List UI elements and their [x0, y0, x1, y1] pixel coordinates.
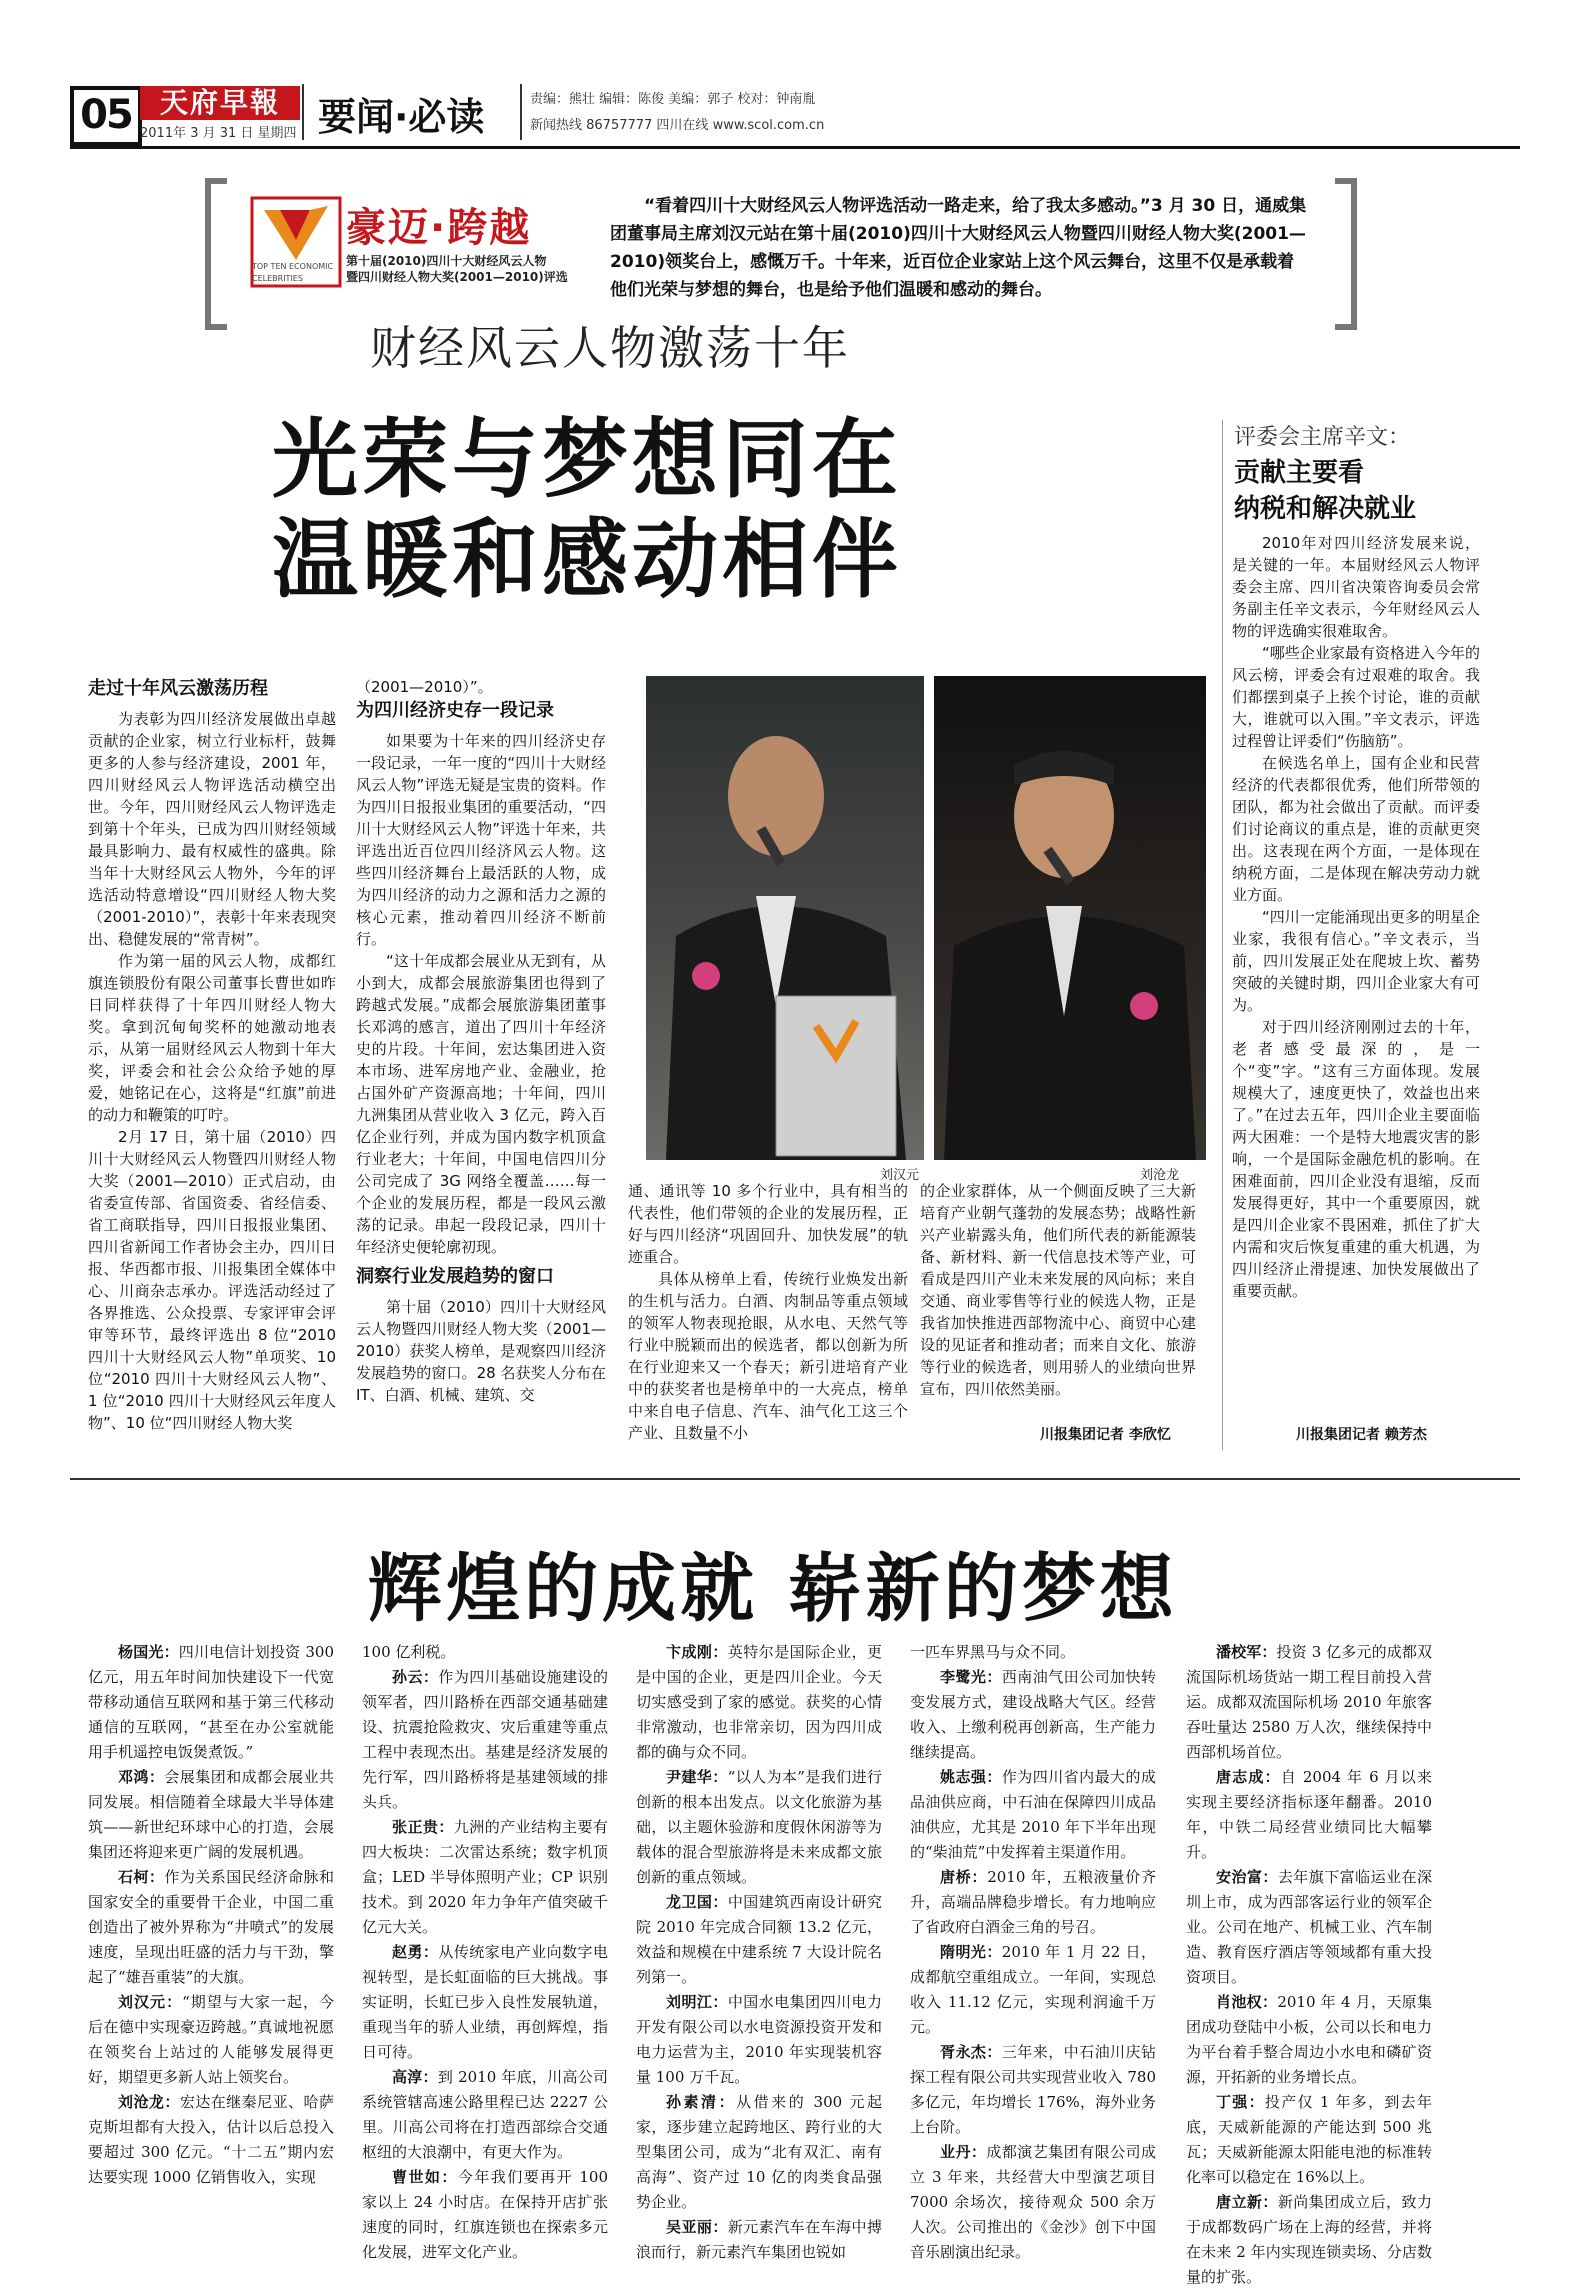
paragraph: 为表彰为四川经济发展做出卓越贡献的企业家，树立行业标杆，鼓舞更多的人参与经济建设，2001 年，四川财经风云人物评选活动横空出世。今年，四川财经风云人物评选走到第十个年头，已成为四川财经领域最具影响力、最有权威性的盛典。除当年十大财经风云人物外，今年的评选活动特意增设“四川财经人物大奖（2001-2010）”，表彰十年来表现突出、稳健发展的“常青树”。 — [88, 710, 336, 948]
left-bracket-decoration — [205, 178, 227, 330]
quote-text: 从借来的 300 元起家，逐步建立起跨地区、跨行业的大型集团公司，成为“北有双汇、南有高海”、资产过 10 亿的肉类食品强势企业。 — [636, 2093, 882, 2211]
quote-entry — [362, 2065, 608, 2165]
quote-text: 2010 年，五粮液量价齐升，高端品牌稳步增长。有力地响应了省政府白酒金三角的号召。 — [910, 1868, 1156, 1936]
quote-entry — [362, 1815, 608, 1940]
sidebar-title: 纳税和解决就业 — [1234, 494, 1417, 524]
photo-liu-hanyuan — [646, 676, 924, 1160]
quote-column — [636, 1640, 882, 2265]
quote-entry — [636, 1990, 882, 2090]
column-rule — [1222, 420, 1223, 1450]
speaker-name: 孙素清： — [666, 2093, 737, 2111]
quote-entry — [88, 2090, 334, 2190]
quote-text: 宏达在继秦尼亚、哈萨克斯坦都有大投入，估计以后总投入要超过 300 亿元。“十二五”期内宏达要实现 1000 亿销售收入，实现 — [88, 2093, 334, 2186]
paragraph: 具体从榜单上看，传统行业焕发出新的生机与活力。白酒、肉制品等重点领域的领军人物表现抢眼，从水电、天然气等行业中脱颖而出的候选者，都以创新为所在行业迎来又一个春天；新引进培育产业中的获奖者也是榜单中的一大亮点，榜单中来自电子信息、汽车、油气化工这三个产业、且数量不小 — [628, 1270, 908, 1442]
quote-entry — [1186, 2190, 1432, 2290]
quote-text: 九洲的产业结构主要有四大板块：二次雷达系统；数字机顶盒；LED 半导体照明产业；CP 识别技术。到 2020 年力争年产值突破千亿元大关。 — [362, 1818, 608, 1936]
quote-column — [1186, 1640, 1432, 2290]
quote-text: 作为四川省内最大的成品油供应商，中石油在保障四川成品油供应，尤其是 2010 年下半年出现的“柴油荒”中发挥着主渠道作用。 — [910, 1768, 1156, 1861]
speaker-name: 卞成刚： — [666, 1643, 728, 1661]
quote-entry — [362, 1940, 608, 2065]
speaker-name: 石柯： — [118, 1868, 165, 1886]
sidebar-title: 贡献主要看 — [1234, 458, 1365, 488]
section-title: 要闻·必读 — [318, 95, 485, 139]
news-hotline: 新闻热线 86757777 四川在线 www.scol.com.cn — [530, 118, 825, 133]
headline-kicker: 财经风云人物激荡十年 — [370, 321, 850, 375]
photo-caption: 刘汉元 — [880, 1168, 920, 1183]
quote-entry — [636, 1765, 882, 1890]
page-number: 05 — [70, 86, 142, 146]
subheading: 走过十年风云激荡历程 — [88, 678, 268, 699]
sidebar-byline: 川报集团记者 赖芳杰 — [1296, 1427, 1427, 1443]
paragraph: 2月 17 日，第十届（2010）四川十大财经风云人物暨四川财经人物大奖（2001—2010）正式启动，由省委宣传部、省国资委、省经信委、省工商联指导，四川日报报业集团、四川省新闻工作者协会主办，四川日报、华西都市报、川报集团全媒体中心、川商杂志承办。评选活动经过了各界推选、公众投票、专家评审会评审等环节，最终评选出 8 位“2010 四川十大财经风云人物”单项奖、10 位“2010 四川十大财经风云人物”、1 位“2010 四川十大财经风云年度人物”、10 位“四川财经人物大奖 — [88, 1128, 336, 1432]
speaker-name: 业丹： — [940, 2143, 987, 2161]
quote-entry — [636, 1640, 882, 1765]
speaker-name: 唐立新： — [1216, 2193, 1278, 2211]
quote-entry — [1186, 1765, 1432, 1865]
quote-text: 中国水电集团四川电力开发有限公司以水电资源投资开发和电力运营为主，2010 年实现装机容量 100 万千瓦。 — [636, 1993, 882, 2086]
speaker-name: 丁强： — [1216, 2093, 1265, 2111]
quote-text: 从传统家电产业向数字电视转型，是长虹面临的巨大挑战。事实证明，长虹已步入良性发展轨道，重现当年的骄人业绩，再创辉煌，指日可待。 — [362, 1943, 608, 2061]
sidebar-article — [1232, 532, 1480, 1302]
quote-text: 去年旗下富临运业在深圳上市，成为西部客运行业的领军企业。公司在地产、机械工业、汽车制造、教育医疗酒店等领域都有重大投资项目。 — [1186, 1868, 1432, 1986]
speaker-name: 邓鸿： — [118, 1768, 165, 1786]
paragraph: 对于四川经济刚刚过去的十年，老者感受最深的，是一个“变”字。“这有三方面体现。发展规模大了，速度更快了，效益也出来了。”在过去五年，四川企业主要面临两大困难：一个是特大地震灾害的影响，一个是国际金融危机的影响。在困难面前，四川企业没有退缩，反而发展得更好，其中一个重要原因，就是四川企业家不畏困难，抓住了扩大内需和灾后恢复重建的重大机遇，为四川经济止滑提速、加快发展做出了重要贡献。 — [1232, 1018, 1480, 1300]
paragraph: （2001—2010）”。 — [356, 678, 493, 696]
quote-text: 投资 3 亿多元的成都双流国际机场货站一期工程目前投入营运。成都双流国际机场 2010 年旅客吞吐量达 2580 万人次，继续保持中西部机场首位。 — [1186, 1643, 1432, 1761]
quote-column — [88, 1640, 334, 2190]
paragraph: “哪些企业家最有资格进入今年的风云榜，评委会有过艰难的取舍。我们都摆到桌子上挨个讨论，谁的贡献大，谁就可以入围。”辛文表示，评选过程曾让评委们“伤脑筋”。 — [1232, 644, 1480, 750]
speaker-name: 刘沧龙： — [118, 2093, 180, 2111]
right-bracket-decoration — [1335, 178, 1357, 330]
quote-entry — [910, 1865, 1156, 1940]
person-photo-icon — [934, 676, 1206, 1160]
editor-credits: 责编：熊壮 编辑：陈俊 美编：郭子 校对：钟南胤 — [530, 92, 816, 107]
section-divider — [70, 1478, 1520, 1480]
quote-entry — [910, 1940, 1156, 2040]
masthead-divider — [302, 84, 304, 140]
speaker-name: 唐志成： — [1216, 1768, 1281, 1786]
quote-entry — [88, 1640, 334, 1765]
quote-entry — [910, 2140, 1156, 2265]
main-headline-line2: 温暖和感动相伴 — [272, 510, 902, 610]
section2-headline: 辉煌的成就 崭新的梦想 — [368, 1546, 1178, 1632]
quote-text: 中国建筑西南设计研究院 2010 年完成合同额 13.2 亿元，效益和规模在中建系统 7 大设计院名列第一。 — [636, 1893, 882, 1986]
quote-text: 到 2010 年底，川高公司系统管辖高速公路里程已达 2227 公里。川高公司将在打造西部综合交通枢纽的大浪潮中，有更大作为。 — [362, 2068, 608, 2161]
speaker-name: 杨国光： — [118, 1643, 179, 1661]
speaker-name: 龙卫国： — [666, 1893, 728, 1911]
quote-entry — [636, 1890, 882, 1990]
quote-text: 三年来，中石油川庆钻探工程有限公司共实现营业收入 780 多亿元，年均增长 176%，海外业务上台阶。 — [910, 2043, 1156, 2136]
main-headline-line1: 光荣与梦想同在 — [272, 410, 902, 510]
masthead-divider — [520, 84, 522, 140]
quote-text: “以人为本”是我们进行创新的根本出发点。以文化旅游为基础，以主题休验游和度假休闲游等为载体的混合型旅游将是未来成都文旅创新的重点领域。 — [636, 1768, 882, 1886]
quote-text: “期望与大家一起，今后在德中实现豪迈跨越。”真诚地祝愿在领奖台上站过的人能够发展得更好，期望更多新人站上领奖台。 — [88, 1993, 334, 2086]
photo-liu-canglong — [934, 676, 1206, 1160]
newspaper-logo: 天府早報 — [140, 86, 300, 120]
speaker-name: 潘校军： — [1216, 1643, 1277, 1661]
issue-date: 2011年 3 月 31 日 星期四 — [140, 126, 297, 141]
subheading: 为四川经济史存一段记录 — [356, 700, 554, 721]
paragraph: 2010年对四川经济发展来说，是关键的一年。本届财经风云人物评委会主席、四川省决策咨询委员会常务副主任辛文表示，今年财经风云人物的评选确实很难取舍。 — [1232, 534, 1480, 640]
quote-column — [362, 1640, 608, 2265]
paragraph: 通、通讯等 10 多个行业中，具有相当的代表性，他们带领的企业的发展历程，正好与四川经济“巩固回升、加快发展”的轨迹重合。 — [628, 1182, 908, 1266]
speaker-name: 肖池权： — [1216, 1993, 1278, 2011]
speaker-name: 隋明光： — [940, 1943, 1002, 1961]
quote-text: 作为四川基础设施建设的领军者，四川路桥在西部交通基础建设、抗震抢险救灾、灾后重建等重点工程中表现杰出。基建是经济发展的先行军，四川路桥将是基建领域的排头兵。 — [362, 1668, 608, 1811]
quote-entry — [362, 2165, 608, 2265]
article-column — [628, 1180, 908, 1444]
paragraph: 的企业家群体，从一个侧面反映了三大新培育产业朝气蓬勃的发展态势；战略性新兴产业崭露头角，他们所代表的新能源装备、新材料、新一代信息技术等产业，可看成是四川产业未来发展的风向标；来自交通、商业零售等行业的候选人物，正是我省加快推进西部物流中心、商贸中心建设的见证者和推动者；而来自文化、旅游等行业的候选者，则用骄人的业绩向世界宣布，四川依然美丽。 — [920, 1182, 1196, 1398]
quote-entry — [1186, 1865, 1432, 1990]
logo-english-line2: CELEBRITIES — [252, 274, 303, 283]
paragraph: “这十年成都会展业从无到有，从小到大，成都会展旅游集团也得到了跨越式发展。”成都会展旅游集团董事长邓鸿的感言，道出了四川十年经济史的片段。十年间，宏达集团进入资本市场、进军房地产业、金融业，抢占国外矿产资源高地；十年间，四川九洲集团从营业收入 3 亿元，跨入百亿企业行列，并成为国内数字机顶盒行业老大；十年间，中国电信四川分公司完成了 3G 网络全覆盖……每一个企业的发展历程，都是一段风云激荡的记录。串起一段段记录，四川十年经济史便轮廓初现。 — [356, 952, 606, 1256]
banner-title: 豪迈·跨越 — [346, 205, 532, 251]
quote-text: 会展集团和成都会展业共同发展。相信随着全球最大半导体建筑——新世纪环球中心的打造，会展集团还将迎来更广阔的发展机遇。 — [88, 1768, 334, 1861]
quote-text: 新元素汽车在车海中搏浪而行，新元素汽车集团也锐如 — [636, 2218, 882, 2261]
quote-text: 投产仅 1 年多，到去年底，天威新能源的产能达到 500 兆瓦；天威新能源太阳能电池的标准转化率可以稳定在 16%以上。 — [1186, 2093, 1432, 2186]
speaker-name: 刘汉元： — [118, 1993, 183, 2011]
quote-text: 一匹车界黑马与众不同。 — [910, 1643, 1076, 1661]
quote-entry — [362, 1640, 608, 1665]
speaker-name: 孙云： — [392, 1668, 439, 1686]
article-column — [920, 1180, 1196, 1400]
quote-text: 2010 年 4 月，天原集团成功登陆中小板，公司以长和电力为平台着手整合周边小水电和磷矿资源，开拓新的业务增长点。 — [1186, 1993, 1432, 2086]
quote-entry — [1186, 2090, 1432, 2190]
quote-entry — [910, 1640, 1156, 1665]
logo-english-line1: TOP TEN ECONOMIC — [252, 262, 334, 271]
quote-entry — [362, 1665, 608, 1815]
paragraph: 在候选名单上，国有企业和民营经济的代表都很优秀，他们所带领的团队，都为社会做出了贡献。而评委们讨论商议的重点是，谁的贡献更突出。这表现在两个方面，一是体现在纳税方面，二是体现在解决劳动力就业方面。 — [1232, 754, 1480, 904]
speaker-name: 安治富： — [1216, 1868, 1278, 1886]
quote-column — [910, 1640, 1156, 2265]
article-column — [356, 676, 606, 1406]
quote-text: 作为关系国民经济命脉和国家安全的重要骨干企业，中国二重创造出了被外界称为“井喷式”的发展速度，呈现出旺盛的活力与干劲，擎起了“雄吾重装”的大旗。 — [88, 1868, 334, 1986]
quote-entry — [88, 1865, 334, 1990]
speaker-name: 尹建华： — [666, 1768, 728, 1786]
header-rule — [70, 146, 1520, 149]
quote-entry — [636, 2215, 882, 2265]
speaker-name: 曹世如： — [392, 2168, 458, 2186]
quote-entry — [88, 1990, 334, 2090]
speaker-name: 赵勇： — [392, 1943, 439, 1961]
quote-entry — [910, 2040, 1156, 2140]
quote-text: 成都演艺集团有限公司成立 3 年来，共经营大中型演艺项目 7000 余场次，接待观众 500 余万人次。公司推出的《金沙》创下中国音乐剧演出纪录。 — [910, 2143, 1156, 2261]
quote-entry — [88, 1765, 334, 1865]
photo-caption: 刘沧龙 — [1140, 1168, 1180, 1183]
subheading: 洞察行业发展趋势的窗口 — [356, 1266, 554, 1287]
quote-text: 四川电信计划投资 300 亿元，用五年时间加快建设下一代宽带移动通信互联网和基于第三代移动通信的互联网，“甚至在办公室就能用手机遥控电饭煲煮饭。” — [88, 1643, 334, 1761]
paragraph: 第十届（2010）四川十大财经风云人物暨四川财经人物大奖（2001—2010）获奖人榜单，是观察四川经济发展趋势的窗口。28 名获奖人分布在 IT、白酒、机械、建筑、交 — [356, 1298, 606, 1404]
sidebar-kicker: 评委会主席辛文： — [1234, 425, 1411, 450]
quote-text: 自 2004 年 6 月以来实现主要经济指标逐年翻番。2010 年，中铁二局经营业绩同比大幅攀升。 — [1186, 1768, 1432, 1861]
banner-lead-text: “看着四川十大财经风云人物评选活动一路走来，给了我太多感动。”3 月 30 日，通威集团董事局主席刘汉元站在第十届(2010)四川十大财经风云人物暨四川财经人物大奖(2001—2010)领奖台上，感慨万千。十年来，近百位企业家站上这个风云舞台，这里不仅是承载着他们光荣与梦想的舞台，也是给予他们温暖和感动的舞台。 — [610, 196, 1307, 300]
speaker-name: 吴亚丽： — [666, 2218, 728, 2236]
speaker-name: 刘明江： — [666, 1993, 728, 2011]
quote-entry — [636, 2090, 882, 2215]
banner-subtitle: 暨四川财经人物大奖(2001—2010)评选 — [346, 270, 568, 284]
quote-text: 今年我们要再开 100 家以上 24 小时店。在保持开店扩张速度的同时，红旗连锁也在探索多元化发展，进军文化产业。 — [362, 2168, 608, 2261]
speaker-name: 姚志强： — [940, 1768, 1002, 1786]
speaker-name: 胥永杰： — [940, 2043, 1002, 2061]
quote-entry — [910, 1765, 1156, 1865]
paragraph: 作为第一届的风云人物，成都红旗连锁股份有限公司董事长曹世如昨日同样获得了十年四川财经人物大奖。拿到沉甸甸奖杯的她激动地表示，从第一届财经风云人物到十年大奖，评委会和社会公众给予她的厚爱，她铭记在心，这将是“红旗”前进的动力和鞭策的叮咛。 — [88, 952, 336, 1124]
article-column — [88, 676, 336, 1434]
banner-subtitle: 第十届(2010)四川十大财经风云人物 — [346, 254, 547, 268]
paragraph: “四川一定能涌现出更多的明星企业家，我很有信心。”辛文表示，当前，四川发展正处在爬坡上坎、蓄势突破的关键时期，四川企业家大有可为。 — [1232, 908, 1480, 1014]
quote-text: 英特尔是国际企业，更是中国的企业，更是四川企业。今天切实感受到了家的感觉。获奖的心情非常激动，也非常亲切，因为四川成都的确与众不同。 — [636, 1643, 882, 1761]
quote-entry — [1186, 1640, 1432, 1765]
quote-entry — [1186, 1990, 1432, 2090]
speaker-name: 唐桥： — [940, 1868, 988, 1886]
quote-text: 100 亿利税。 — [362, 1643, 456, 1661]
quote-text: 西南油气田公司加快转变发展方式，建设战略大气区。经营收入、上缴利税再创新高，生产能力继续提高。 — [910, 1668, 1156, 1761]
quote-entry — [910, 1665, 1156, 1765]
speaker-name: 李鹭光： — [940, 1668, 1002, 1686]
person-photo-icon — [646, 676, 924, 1160]
paragraph: 如果要为十年来的四川经济史存一段记录，一年一度的“四川十大财经风云人物”评选无疑是宝贵的资料。作为四川日报报业集团的重要活动，“四川十大财经风云人物”评选十年来，共评选出近百位四川经济风云人物。这些四川经济舞台上最活跃的人物，成为四川经济的动力之源和活力之源的核心元素，推动着四川经济不断前行。 — [356, 732, 606, 948]
article-byline: 川报集团记者 李欣忆 — [1040, 1427, 1171, 1443]
quote-text: 2010 年 1 月 22 日，成都航空重组成立。一年间，实现总收入 11.12 亿元，实现利润逾千万元。 — [910, 1943, 1156, 2036]
speaker-name: 张正贵： — [392, 1818, 454, 1836]
quote-text: 新尚集团成立后，致力于成都数码广场在上海的经营，并将在未来 2 年内实现连锁卖场、分店数量的扩张。 — [1186, 2193, 1432, 2286]
speaker-name: 高淳： — [392, 2068, 438, 2086]
